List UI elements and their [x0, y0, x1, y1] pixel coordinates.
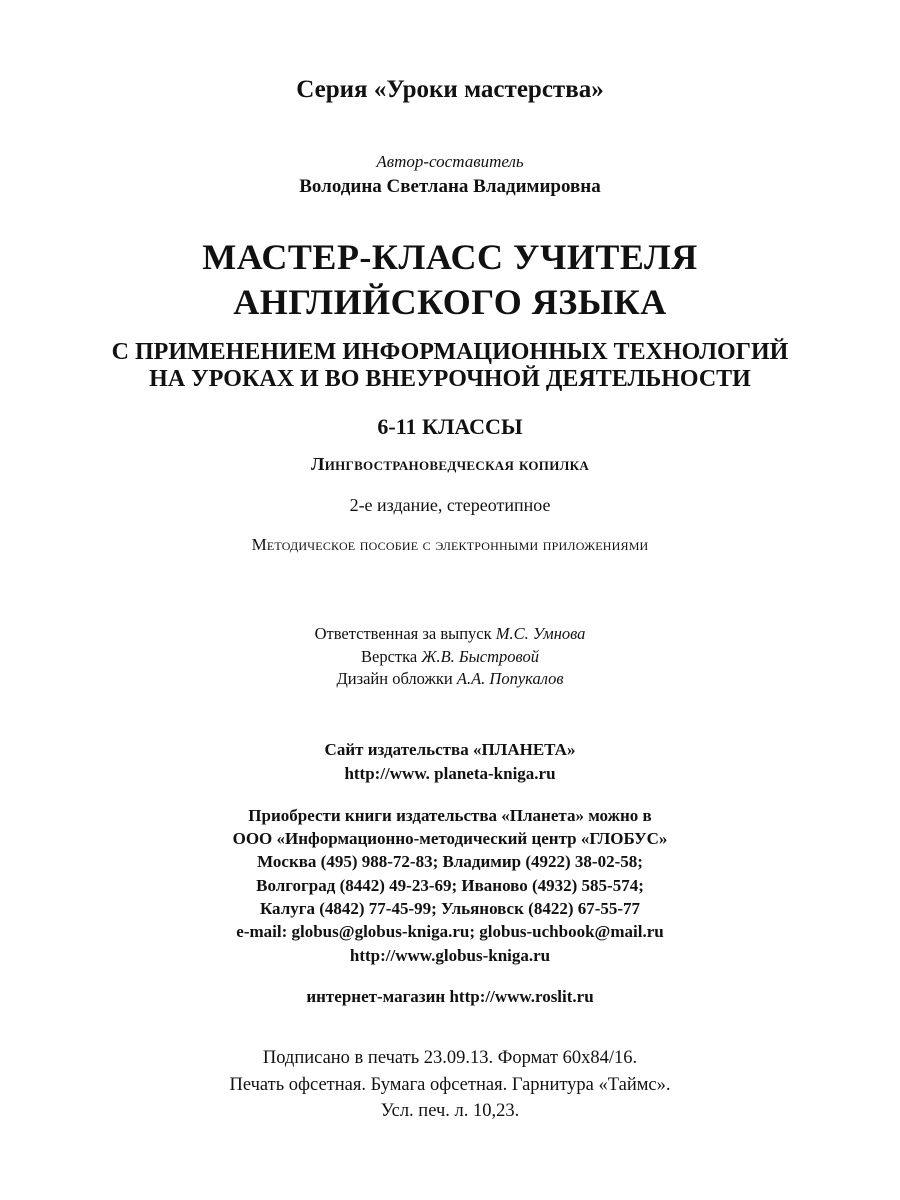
manual-type-label: Методическое пособие с электронными приложениями	[251, 535, 649, 554]
imprint-line: Усл. печ. л. 10,23.	[380, 1101, 520, 1121]
credit-responsible	[0, 625, 900, 644]
book-title-line-1: МАСТЕР-КЛАСС УЧИТЕЛЯ	[202, 237, 698, 277]
publisher-site-url: http://www. planeta-kniga.ru	[344, 764, 556, 783]
author-name: Володина Светлана Владимировна	[299, 176, 601, 197]
credit-name: Ж.В. Быстровой	[421, 647, 539, 666]
imprint-line: Печать офсетная. Бумага офсетная. Гарнитура «Таймс».	[229, 1075, 671, 1095]
author-role: Автор-составитель	[376, 152, 524, 171]
subtitle-line-1: С ПРИМЕНЕНИЕМ ИНФОРМАЦИОННЫХ ТЕХНОЛОГИЙ	[111, 339, 789, 365]
credit-label: Ответственная за выпуск	[314, 624, 492, 643]
grades-label: 6-11 КЛАССЫ	[377, 414, 523, 439]
purchase-url-line: http://www.globus-kniga.ru	[349, 946, 551, 965]
purchase-line: ООО «Информационно-методический центр «ГЛОБУС»	[232, 829, 668, 848]
kopilka-label: Лингвострановедческая копилка	[310, 454, 590, 474]
purchase-line: Калуга (4842) 77-45-99; Ульяновск (8422) 67-55-77	[259, 899, 641, 918]
credit-label: Верстка	[361, 647, 418, 666]
series-title: Серия «Уроки мастерства»	[296, 76, 604, 103]
credit-name: М.С. Умнова	[495, 624, 586, 643]
credit-layout	[0, 648, 900, 667]
imprint-line: Подписано в печать 23.09.13. Формат 60x84/16.	[262, 1048, 638, 1068]
purchase-email-line: e-mail: globus@globus-kniga.ru; globus-uchbook@mail.ru	[236, 922, 664, 941]
publisher-site-label: Сайт издательства «ПЛАНЕТА»	[324, 740, 576, 759]
subtitle-line-2: НА УРОКАХ И ВО ВНЕУРОЧНОЙ ДЕЯТЕЛЬНОСТИ	[149, 366, 751, 392]
credit-name: А.А. Попукалов	[456, 669, 564, 688]
edition-label: 2-е издание, стереотипное	[349, 495, 551, 515]
purchase-line: Волгоград (8442) 49-23-69; Иваново (4932) 585-574;	[256, 876, 644, 895]
book-title-line-2: АНГЛИЙСКОГО ЯЗЫКА	[233, 282, 667, 322]
credit-label: Дизайн обложки	[336, 669, 453, 688]
purchase-line: Приобрести книги издательства «Планета» можно в	[248, 806, 652, 825]
credit-cover-design	[0, 670, 900, 689]
online-shop-line: интернет-магазин http://www.roslit.ru	[306, 987, 594, 1006]
purchase-line: Москва (495) 988-72-83; Владимир (4922) 38-02-58;	[257, 852, 643, 871]
